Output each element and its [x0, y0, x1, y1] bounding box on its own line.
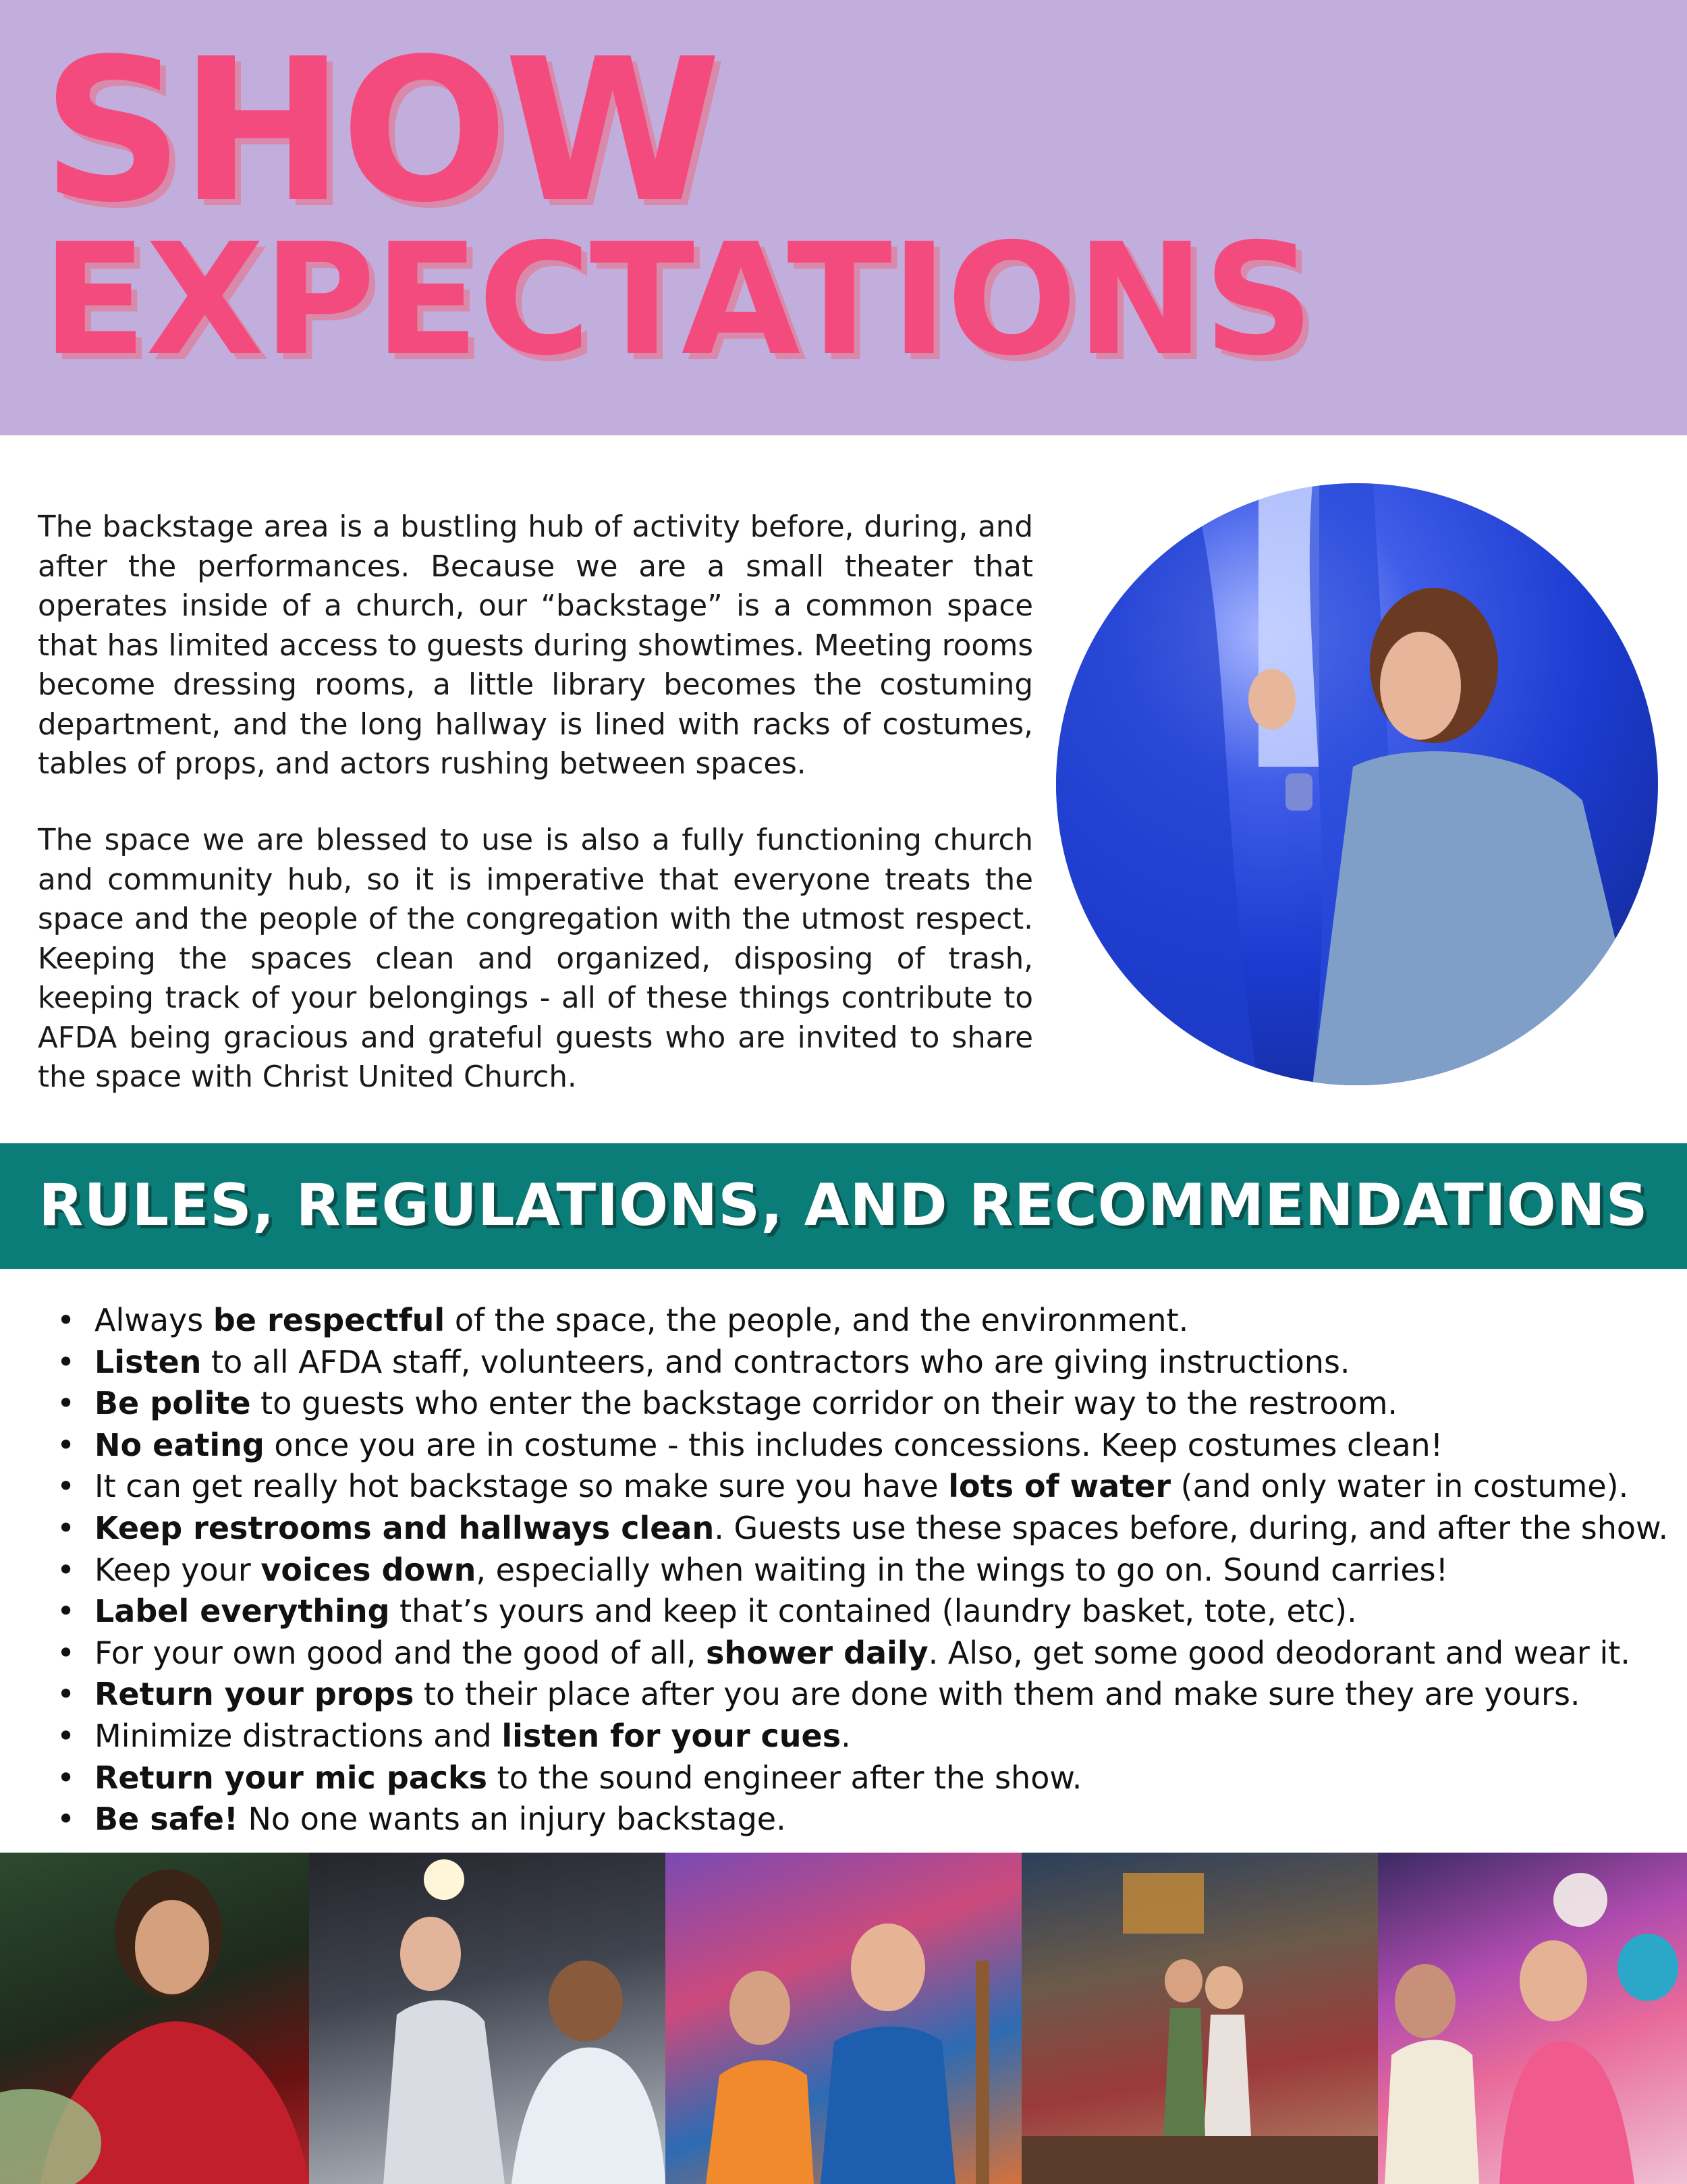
rule-text: For your own good and the good of all, [94, 1634, 706, 1671]
list-item [54, 1508, 1674, 1550]
list-item [54, 1383, 1674, 1425]
rule-emphasis: Label everything [94, 1593, 390, 1630]
rule-text: of the space, the people, and the environment. [445, 1302, 1189, 1338]
performance-photo-2 [309, 1853, 665, 2184]
performance-photo-1 [0, 1853, 309, 2184]
intro-paragraph-backstage: The backstage area is a bustling hub of activity before, during, and after the performances. Because we are a small theater that operates inside of a church, our “backstage” is a common space that has limited access to guests during showtimes. Meeting rooms become dressing rooms, a little library becomes the costuming department, and the long hallway is lined with racks of costumes, tables of props, and actors rushing between spaces. [38, 510, 1033, 781]
rule-text: to guests who enter the backstage corridor on their way to the restroom. [250, 1385, 1398, 1422]
bullet-icon: • [57, 1426, 76, 1463]
title-line-show: SHOW [42, 16, 717, 246]
bullet-icon: • [57, 1634, 76, 1671]
list-item [54, 1674, 1674, 1716]
rule-text: to all AFDA staff, volunteers, and contractors who are giving instructions. [201, 1343, 1350, 1380]
title-line-expectations: EXPECTATIONS [42, 210, 1313, 389]
header-banner [0, 0, 1687, 435]
rule-emphasis: Be polite [94, 1385, 251, 1422]
rule-emphasis: voices down [260, 1551, 476, 1588]
rule-emphasis: Return your props [94, 1676, 414, 1713]
rule-emphasis: Keep restrooms and hallways clean [94, 1509, 715, 1546]
rule-text: to their place after you are done with them and make sure they are yours. [414, 1676, 1580, 1713]
rule-emphasis: listen for your cues [501, 1717, 841, 1754]
performance-photo-4-illustration [1022, 1853, 1378, 2184]
rule-emphasis: Return your mic packs [94, 1759, 488, 1796]
list-item [54, 1342, 1674, 1384]
rule-text: Minimize distractions and [94, 1717, 502, 1754]
list-item [54, 1799, 1674, 1840]
rule-text: Always [94, 1302, 213, 1338]
backstage-photo [1056, 483, 1658, 1085]
performance-photo-strip [0, 1853, 1687, 2184]
rules-list [54, 1300, 1674, 1840]
performance-photo-4 [1022, 1853, 1378, 2184]
bullet-icon: • [57, 1717, 76, 1754]
performance-photo-5-illustration [1378, 1853, 1687, 2184]
bullet-icon: • [57, 1343, 76, 1380]
rules-section-title: RULES, REGULATIONS, AND RECOMMENDATIONS [38, 1172, 1649, 1239]
bullet-icon: • [57, 1385, 76, 1422]
rule-emphasis: No eating [94, 1426, 265, 1463]
performance-photo-2-illustration [309, 1853, 665, 2184]
backstage-photo-illustration [1056, 483, 1658, 1085]
list-item [54, 1591, 1674, 1633]
list-item [54, 1425, 1674, 1467]
list-item [54, 1757, 1674, 1799]
rule-emphasis: Be safe! [94, 1801, 238, 1838]
performance-photo-3-illustration [665, 1853, 1022, 2184]
rules-section-band [0, 1143, 1687, 1269]
performance-photo-3 [665, 1853, 1022, 2184]
bullet-icon: • [57, 1801, 76, 1838]
rule-text: . [841, 1717, 851, 1754]
bullet-icon: • [57, 1302, 76, 1338]
rule-emphasis: be respectful [213, 1302, 445, 1338]
bullet-icon: • [57, 1676, 76, 1713]
bullet-icon: • [57, 1551, 76, 1588]
rule-text: It can get really hot backstage so make sure you have [94, 1468, 949, 1505]
bullet-icon: • [57, 1593, 76, 1630]
intro-paragraph-church: The space we are blessed to use is also a fully functioning church and community hub, so it is imperative that everyone treats the space and the people of the congregation with the utmost respect. Keeping the spaces clean and organized, disposing of trash, keeping track of your belongings - all of these things contribute to AFDA being gracious and grateful guests who are invited to share the space with Christ United Church. [38, 823, 1033, 1094]
list-item [54, 1466, 1674, 1508]
rule-text: , especially when waiting in the wings to go on. Sound carries! [476, 1551, 1449, 1588]
rule-emphasis: Listen [94, 1343, 202, 1380]
list-item [54, 1716, 1674, 1757]
rule-text: (and only water in costume). [1171, 1468, 1629, 1505]
list-item [54, 1633, 1674, 1674]
list-item [54, 1550, 1674, 1591]
performance-photo-1-illustration [0, 1853, 309, 2184]
rule-emphasis: lots of water [948, 1468, 1171, 1505]
rule-text: Keep your [94, 1551, 261, 1588]
rule-text: No one wants an injury backstage. [238, 1801, 786, 1838]
list-item [54, 1300, 1674, 1342]
rule-text: that’s yours and keep it contained (laundry basket, tote, etc). [389, 1593, 1357, 1630]
bullet-icon: • [57, 1468, 76, 1505]
rule-text: once you are in costume - this includes concessions. Keep costumes clean! [264, 1426, 1443, 1463]
performance-photo-5 [1378, 1853, 1687, 2184]
rule-emphasis: shower daily [705, 1634, 929, 1671]
rule-text: . Guests use these spaces before, during, and after the show. [714, 1509, 1669, 1546]
bullet-icon: • [57, 1509, 76, 1546]
bullet-icon: • [57, 1759, 76, 1796]
rule-text: . Also, get some good deodorant and wear it. [928, 1634, 1630, 1671]
rule-text: to the sound engineer after the show. [487, 1759, 1082, 1796]
